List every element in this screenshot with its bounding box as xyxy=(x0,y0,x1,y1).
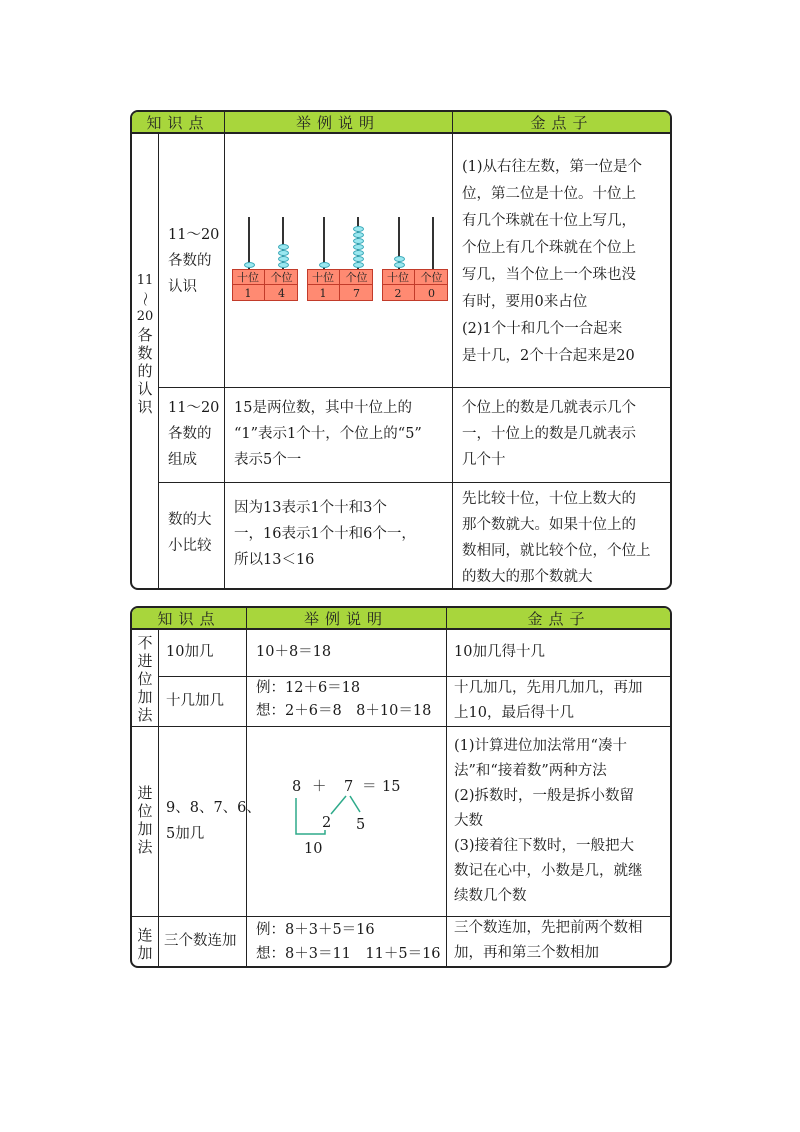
addend-b: 7 xyxy=(344,779,354,795)
section-label-char: ～ xyxy=(136,291,154,307)
row1-tip: (1)从右往左数，第一位是个 位，第二位是十位。十位上 有几个珠就在十位上写几， 个位上有几个珠就在个位上 写几，当个位上一个珠也没 有时，要用0来占位 (2)1个十和几个一合起来 是十几，2个十合起来是20 xyxy=(462,159,643,364)
section-label-char: 各 xyxy=(137,326,153,344)
row-chain-tip: 三个数连加，先把前两个数相 加，再和第三个数相加 xyxy=(454,920,643,961)
row2-tip: 个位上的数是几就表示几个 一，十位上的数是几就表示 几个十 xyxy=(462,400,636,468)
abacus-ones-digit: 4 xyxy=(278,286,285,300)
abacus-bead xyxy=(278,262,289,268)
abacus-bead xyxy=(353,256,364,262)
abacus-tens-digit: 2 xyxy=(382,285,415,301)
abacus-tens-digit: 1 xyxy=(232,285,265,301)
abacus-bead xyxy=(244,262,255,268)
section-label-char: 识 xyxy=(137,398,153,416)
sum: 15 xyxy=(382,779,401,795)
abacus-bead xyxy=(278,250,289,256)
row-teen-plus-topic: 十几加几 xyxy=(166,693,224,709)
section-label-char: 11 xyxy=(136,273,154,288)
abacus-tens-label: 十位 xyxy=(232,269,265,285)
row-10-plus-topic: 10加几 xyxy=(166,644,214,660)
header-tips: 金点子 xyxy=(527,609,591,628)
abacus-bead xyxy=(394,262,405,268)
row1-topic: 11～20 各数的 认识 xyxy=(168,227,220,295)
group-label-no-carry: 不 进 位 加 法 xyxy=(137,634,153,724)
abacus-ones-digit: 0 xyxy=(428,286,435,300)
section-label xyxy=(132,272,158,416)
plus-sign: ＋ xyxy=(312,779,327,795)
abacus-bead xyxy=(394,256,405,262)
abacus-bead xyxy=(353,232,364,238)
row2-example: 15是两位数，其中十位上的 “1”表示1个十，个位上的“5” 表示5个一 xyxy=(234,400,422,468)
header-knowledge-point: 知识点 xyxy=(157,609,221,628)
section-label-char: 20 xyxy=(136,309,154,324)
row-chain-example: 例：8＋3＋5＝16 想：8＋3＝11 11＋5＝16 xyxy=(256,922,441,962)
header-knowledge-point: 知识点 xyxy=(146,113,210,132)
split-part-1: 2 xyxy=(322,815,332,831)
header-example: 举例说明 xyxy=(303,609,388,628)
row-carry-topic: 9、8、7、6、 5加几 xyxy=(166,800,261,842)
abacus-example xyxy=(232,217,447,312)
abacus-tens-label: 十位 xyxy=(382,269,415,285)
abacus-ones-label: 个位 xyxy=(340,269,373,285)
row-teen-plus-example: 例：12＋6＝18 想：2＋6＝8 8＋10＝18 xyxy=(256,680,432,719)
row-10-plus-example: 10＋8＝18 xyxy=(256,644,332,660)
abacus-bead xyxy=(353,262,364,268)
abacus-ones-digit: 7 xyxy=(353,286,360,300)
table-header xyxy=(132,112,672,134)
table-addition xyxy=(130,606,672,968)
abacus-bead xyxy=(278,256,289,262)
row-chain-topic: 三个数连加 xyxy=(164,933,237,949)
abacus-ones-label: 个位 xyxy=(265,269,298,285)
abacus-ones-label: 个位 xyxy=(415,269,448,285)
row3-tip: 先比较十位，十位上数大的 那个数就大。如果十位上的 数相同，就比较个位，个位上 的数大的那个数就大 xyxy=(462,491,651,585)
addend-a: 8 xyxy=(292,779,302,795)
abacus-bead xyxy=(319,262,330,268)
abacus-bead xyxy=(353,244,364,250)
header-tips: 金点子 xyxy=(530,113,594,132)
ten-label: 10 xyxy=(304,841,323,857)
row3-example: 因为13表示1个十和3个 一，16表示1个十和6个一， 所以13＜16 xyxy=(234,500,416,568)
row2-topic: 11～20 各数的 组成 xyxy=(168,400,220,468)
abacus-bead xyxy=(353,226,364,232)
abacus-ones-rod xyxy=(432,217,434,269)
section-label-char: 认 xyxy=(137,380,153,398)
group-label-chain: 连 加 xyxy=(137,926,153,962)
row-carry-tip: (1)计算进位加法常用“凑十 法”和“接着数”两种方法 (2)拆数时，一般是拆小数留 大数 (3)接着往下数时，一般把大 数记在心中，小数是几，就继 续数几个数 xyxy=(454,738,643,904)
row-10-plus-tip: 10加几得十几 xyxy=(454,644,545,660)
abacus-bead xyxy=(353,238,364,244)
abacus-bead xyxy=(353,250,364,256)
section-label-char: 的 xyxy=(137,362,153,380)
table-11-20-numbers xyxy=(130,110,672,590)
equals-sign: ＝ xyxy=(362,779,377,795)
section-label-text xyxy=(132,272,158,416)
row-teen-plus-tip: 十几加几，先用几加几，再加 上10，最后得十几 xyxy=(454,680,643,721)
make-ten-diagram xyxy=(284,776,424,866)
split-part-2: 5 xyxy=(356,817,366,833)
abacus-tens-digit: 1 xyxy=(307,285,340,301)
section-label-char: 数 xyxy=(137,344,153,362)
row3-topic: 数的大 小比较 xyxy=(168,512,212,554)
abacus-bead xyxy=(278,244,289,250)
abacus-tens-label: 十位 xyxy=(307,269,340,285)
table-header xyxy=(132,608,672,630)
header-example: 举例说明 xyxy=(295,113,380,132)
group-label-carry: 进 位 加 法 xyxy=(137,784,153,856)
